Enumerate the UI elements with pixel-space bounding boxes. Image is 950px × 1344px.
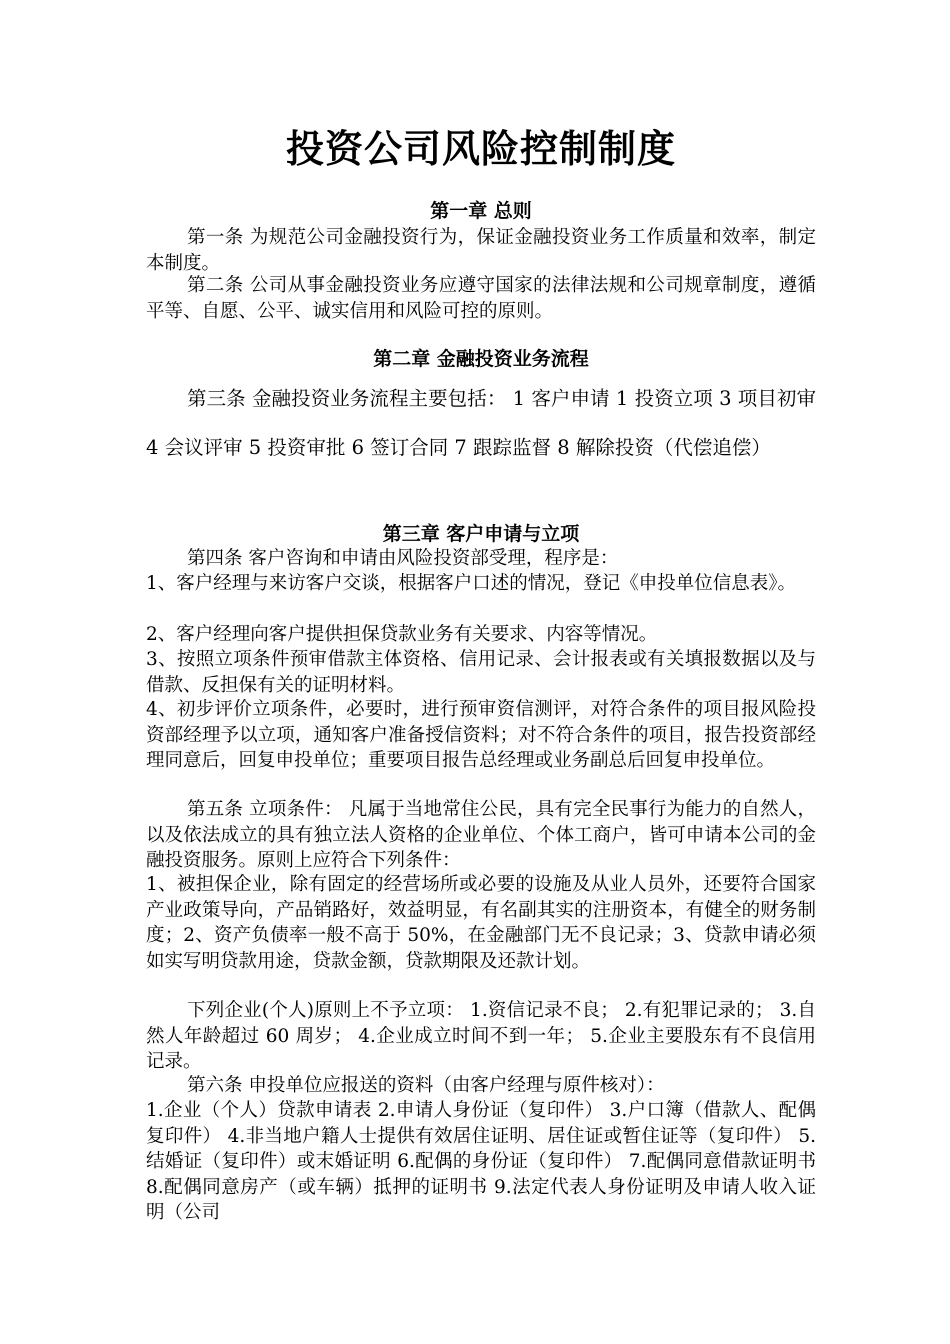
article-5-exclusions: 下列企业(个人)原则上不予立项： 1.资信记录不良； 2.有犯罪记录的； 3.自然人年龄超过 60 周岁； 4.企业成立时间不到一年； 5.企业主要股东有不良信用记录。 <box>146 1000 816 1072</box>
article-4-item-2: 2、客户经理向客户提供担保贷款业务有关要求、内容等情况。 <box>146 624 658 645</box>
article-5: 第五条 立项条件： 凡属于当地常住公民，具有完全民事行为能力的自然人，以及依法成立的具有独立法人资格的企业单位、个体工商户，皆可申请本公司的金融投资服务。原则上应符合下列条件： <box>146 799 816 871</box>
article-4-item-3: 3、按照立项条件预审借款主体资格、信用记录、会计报表或有关填报数据以及与借款、反担保有关的证明材料。 <box>146 649 816 696</box>
chapter-3-heading: 第三章 客户申请与立项 <box>382 523 580 545</box>
article-6-list: 1.企业（个人）贷款申请表 2.申请人身份证（复印件） 3.户口簿（借款人、配偶复印件） 4.非当地户籍人士提供有效居住证明、居住证或暂住证等（复印件） 5.结婚证（复印件）或末婚证明 6.配偶的身份证（复印件） 7.配偶同意借款证明书 8.配偶同意房产（或车辆）抵押的证明书 9.法定代表人身份证明及申请人收入证明（公司 <box>146 1100 816 1223</box>
article-4-item-1: 1、客户经理与来访客户交谈，根据客户口述的情况，登记《申投单位信息表》。 <box>146 573 797 594</box>
article-3: 第三条 金融投资业务流程主要包括： 1 客户申请 1 投资立项 3 项目初审 4 会议评审 5 投资审批 6 签订合同 7 跟踪监督 8 解除投资（代偿追偿） <box>146 387 816 459</box>
article-5-conditions: 1、被担保企业，除有固定的经营场所或必要的设施及从业人员外，还要符合国家产业政策导向，产品销路好，效益明显，有名副其实的注册资本，有健全的财务制度；2、资产负债率一般不高于 50%，在金融部门无不良记录；3、贷款申请必须如实写明贷款用途，贷款金额，贷款期限及还款计划。 <box>146 874 816 972</box>
article-4-item-4: 4、初步评价立项条件，必要时，进行预审资信测评，对符合条件的项目报风险投资部经理予以立项，通知客户准备授信资料；对不符合条件的项目，报告投资部经理同意后，回复申投单位；重要项目报告总经理或业务副总后回复申投单位。 <box>146 699 816 771</box>
chapter-2-heading: 第二章 金融投资业务流程 <box>373 348 589 370</box>
article-2: 第二条 公司从事金融投资业务应遵守国家的法律法规和公司规章制度，遵循平等、自愿、公平、诚实信用和风险可控的原则。 <box>146 275 816 322</box>
article-6: 第六条 申投单位应报送的资料（由客户经理与原件核对）： <box>187 1075 665 1096</box>
article-4: 第四条 客户咨询和申请由风险投资部受理，程序是： <box>187 548 619 569</box>
chapter-1-heading: 第一章 总则 <box>430 200 532 222</box>
article-1: 第一条 为规范公司金融投资行为，保证金融投资业务工作质量和效率，制定本制度。 <box>146 227 816 274</box>
document-title: 投资公司风险控制制度 <box>285 126 676 171</box>
